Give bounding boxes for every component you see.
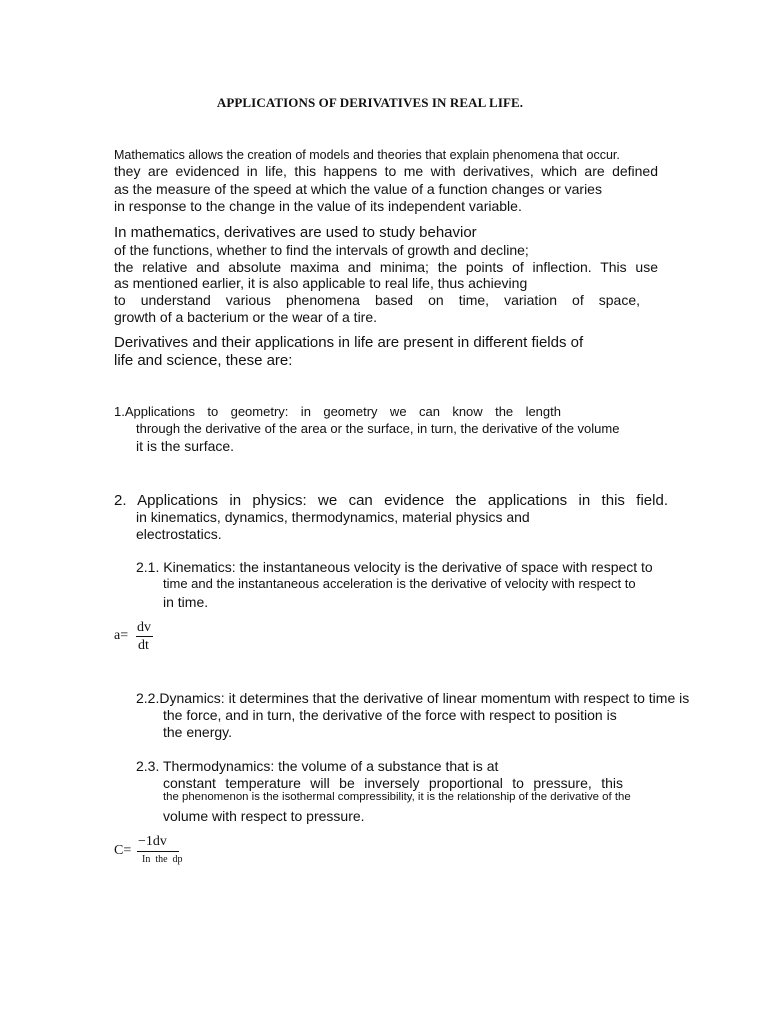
intro-line-4: in response to the change in the value of its independent variable.	[114, 198, 522, 214]
item1-line-3: it is the surface.	[136, 438, 235, 454]
formula-compressibility-denominator: In the dp	[142, 854, 183, 865]
item22-line-2: the force, and in turn, the derivative of the force with respect to position is	[163, 707, 617, 723]
fraction-bar	[136, 636, 153, 637]
para2-line-1: In mathematics, derivatives are used to study behavior	[114, 224, 477, 241]
formula-compressibility	[114, 834, 214, 868]
document-title: APPLICATIONS OF DERIVATIVES IN REAL LIFE.	[216, 95, 524, 110]
fraction-bar	[137, 851, 179, 852]
item21-line-1: 2.1. Kinematics: the instantaneous velocity is the derivative of space with respect to	[136, 559, 653, 575]
intro-line-2: they are evidenced in life, this happens to me with derivatives, which are defined	[114, 163, 658, 179]
item21-line-2: time and the instantaneous acceleration is the derivative of velocity with respect to	[163, 576, 636, 591]
para3-line-1: Derivatives and their applications in life are present in different fields of	[114, 334, 584, 351]
formula-acceleration-denominator: dt	[138, 638, 149, 653]
item1-line-2: through the derivative of the area or the surface, in turn, the derivative of the volume	[136, 421, 620, 436]
formula-acceleration-numerator: dv	[137, 620, 151, 635]
item21-line-3: in time.	[163, 594, 209, 610]
para2-line-3: the relative and absolute maxima and minima; the points of inflection. This use	[114, 259, 658, 275]
item2-line-2: in kinematics, dynamics, thermodynamics, material physics and	[136, 509, 530, 525]
item22-line-1: 2.2.Dynamics: it determines that the derivative of linear momentum with respect to time is	[136, 690, 690, 706]
item23-line-3: the phenomenon is the isothermal compressibility, it is the relationship of the derivative of the	[163, 791, 631, 803]
item1-line-1: 1.Applications to geometry: in geometry we can know the length	[114, 404, 561, 419]
intro-line-3: as the measure of the speed at which the value of a function changes or varies	[114, 181, 602, 197]
item2-line-1: 2. Applications in physics: we can evidence the applications in this field.	[114, 492, 668, 509]
intro-line-1: Mathematics allows the creation of models and theories that explain phenomena that occur.	[114, 148, 620, 162]
item23-line-2: constant temperature will be inversely proportional to pressure, this	[163, 775, 623, 791]
para2-line-2: of the functions, whether to find the intervals of growth and decline;	[114, 242, 529, 258]
para2-line-4: as mentioned earlier, it is also applicable to real life, thus achieving	[114, 275, 528, 291]
item23-line-1: 2.3. Thermodynamics: the volume of a substance that is at	[136, 758, 499, 774]
formula-acceleration	[114, 620, 174, 654]
para2-line-5: to understand various phenomena based on time, variation of space,	[114, 292, 640, 308]
para3-line-2: life and science, these are:	[114, 352, 293, 369]
item2-line-3: electrostatics.	[136, 526, 222, 542]
formula-acceleration-lhs: a=	[114, 628, 129, 643]
para2-line-6: growth of a bacterium or the wear of a tire.	[114, 309, 378, 325]
item22-line-3: the energy.	[163, 724, 233, 740]
formula-compressibility-lhs: C=	[114, 843, 132, 858]
item23-line-4: volume with respect to pressure.	[163, 808, 365, 824]
formula-compressibility-numerator: −1dv	[138, 834, 167, 849]
